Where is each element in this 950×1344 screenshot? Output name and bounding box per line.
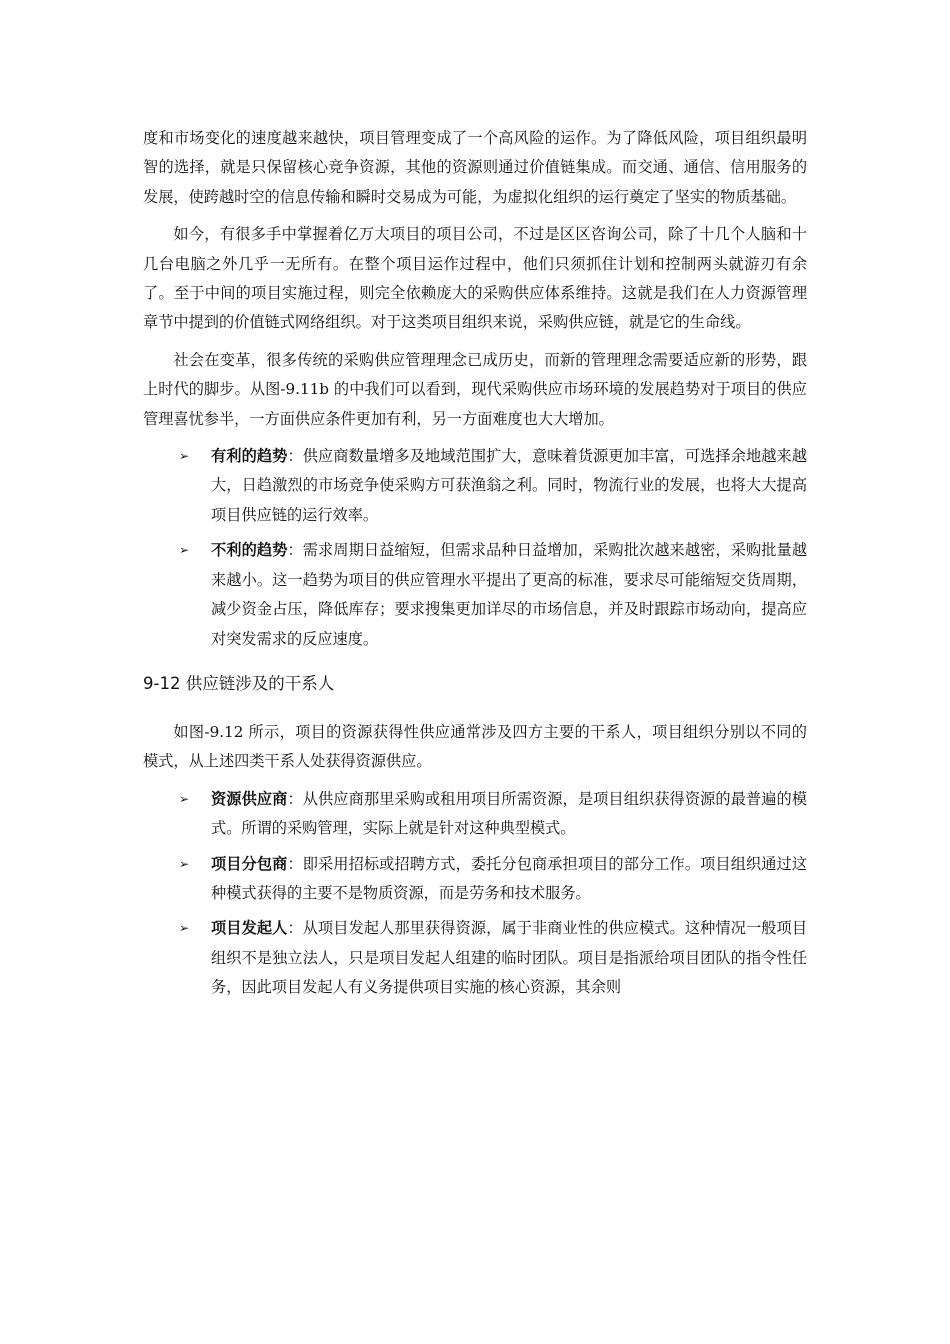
bullet-subcontractor bbox=[143, 850, 807, 909]
arrow-bullet-icon: ➢ bbox=[179, 791, 190, 806]
bullet-favorable-trend bbox=[143, 442, 807, 530]
bullet-text: ：从供应商那里采购或租用项目所需资源，是项目组织获得资源的最普遍的模式。所谓的采购管理，实际上就是针对这种典型模式。 bbox=[211, 789, 808, 838]
arrow-bullet-icon: ➢ bbox=[179, 921, 190, 936]
bullet-term: 项目发起人 bbox=[211, 919, 288, 938]
bullet-text: ：供应商数量增多及地域范围扩大，意味着货源更加丰富，可选择余地越来越大，日趋激烈的市场竞争使采购方可获渔翁之利。同时，物流行业的发展，也将大大提高项目供应链的运行效率。 bbox=[211, 447, 808, 524]
paragraph-value-chain: 如今，有很多手中掌握着亿万大项目的项目公司，不过是区区咨询公司，除了十几个人脑和十几台电脑之外几乎一无所有。在整个项目运作过程中，他们只须抓住计划和控制两头就游刃有余了。至于中间的项目实施过程，则完全依赖庞大的采购供应体系维持。这就是我们在人力资源管理章节中提到的价值链式网络组织。对于这类项目组织来说，采购供应链，就是它的生命线。 bbox=[143, 225, 807, 332]
bullet-term: 不利的趋势 bbox=[211, 541, 288, 560]
bullet-project-sponsor bbox=[143, 914, 807, 1002]
document-page bbox=[143, 124, 807, 1009]
stakeholder-bullet-list bbox=[143, 785, 807, 1003]
arrow-bullet-icon: ➢ bbox=[179, 449, 190, 464]
paragraph-market-trends: 社会在变革，很多传统的采购供应管理理念已成历史，而新的管理理念需要适应新的形势，跟上时代的脚步。从图-9.11b 的中我们可以看到，现代采购供应市场环境的发展趋势对于项目的供应管理喜忧参半，一方面供应条件更加有利，另一方面难度也大大增加。 bbox=[143, 350, 807, 428]
bullet-text: ：即采用招标或招聘方式，委托分包商承担项目的部分工作。项目组织通过这种模式获得的主要不是物质资源，而是劳务和技术服务。 bbox=[211, 854, 808, 902]
bullet-term: 资源供应商 bbox=[211, 789, 288, 808]
bullet-text: ：从项目发起人那里获得资源，属于非商业性的供应模式。这种情况一般项目组织不是独立法人，只是项目发起人组建的临时团队。项目是指派给项目团队的指令性任务，因此项目发起人有义务提供项目实施的核心资源，其余则 bbox=[211, 919, 808, 997]
bullet-unfavorable-trend bbox=[143, 536, 807, 654]
paragraph-section-intro: 如图-9.12 所示，项目的资源获得性供应通常涉及四方主要的干系人，项目组织分别以不同的模式，从上述四类干系人处获得资源供应。 bbox=[143, 722, 807, 771]
arrow-bullet-icon: ➢ bbox=[179, 543, 190, 558]
arrow-bullet-icon: ➢ bbox=[179, 856, 190, 871]
bullet-resource-supplier bbox=[143, 785, 807, 844]
bullet-term: 有利的趋势 bbox=[211, 447, 288, 466]
bullet-term: 项目分包商 bbox=[211, 854, 288, 873]
section-heading: 9-12 供应链涉及的干系人 bbox=[143, 673, 335, 693]
bullet-text: ：需求周期日益缩短，但需求品种日益增加，采购批次越来越密，采购批量越来越小。这一趋势为项目的供应管理水平提出了更高的标准，要求尽可能缩短交货周期，减少资金占压，降低库存；要求搜集更加详尽的市场信息，并及时跟踪市场动向，提高应对突发需求的反应速度。 bbox=[211, 541, 808, 648]
trend-bullet-list bbox=[143, 442, 807, 654]
paragraph-continuation: 度和市场变化的速度越来越快，项目管理变成了一个高风险的运作。为了降低风险，项目组织最明智的选择，就是只保留核心竞争资源，其他的资源则通过价值链集成。而交通、通信、信用服务的发展，使跨越时空的信息传输和瞬时交易成为可能，为虚拟化组织的运行奠定了坚实的物质基础。 bbox=[143, 129, 807, 206]
